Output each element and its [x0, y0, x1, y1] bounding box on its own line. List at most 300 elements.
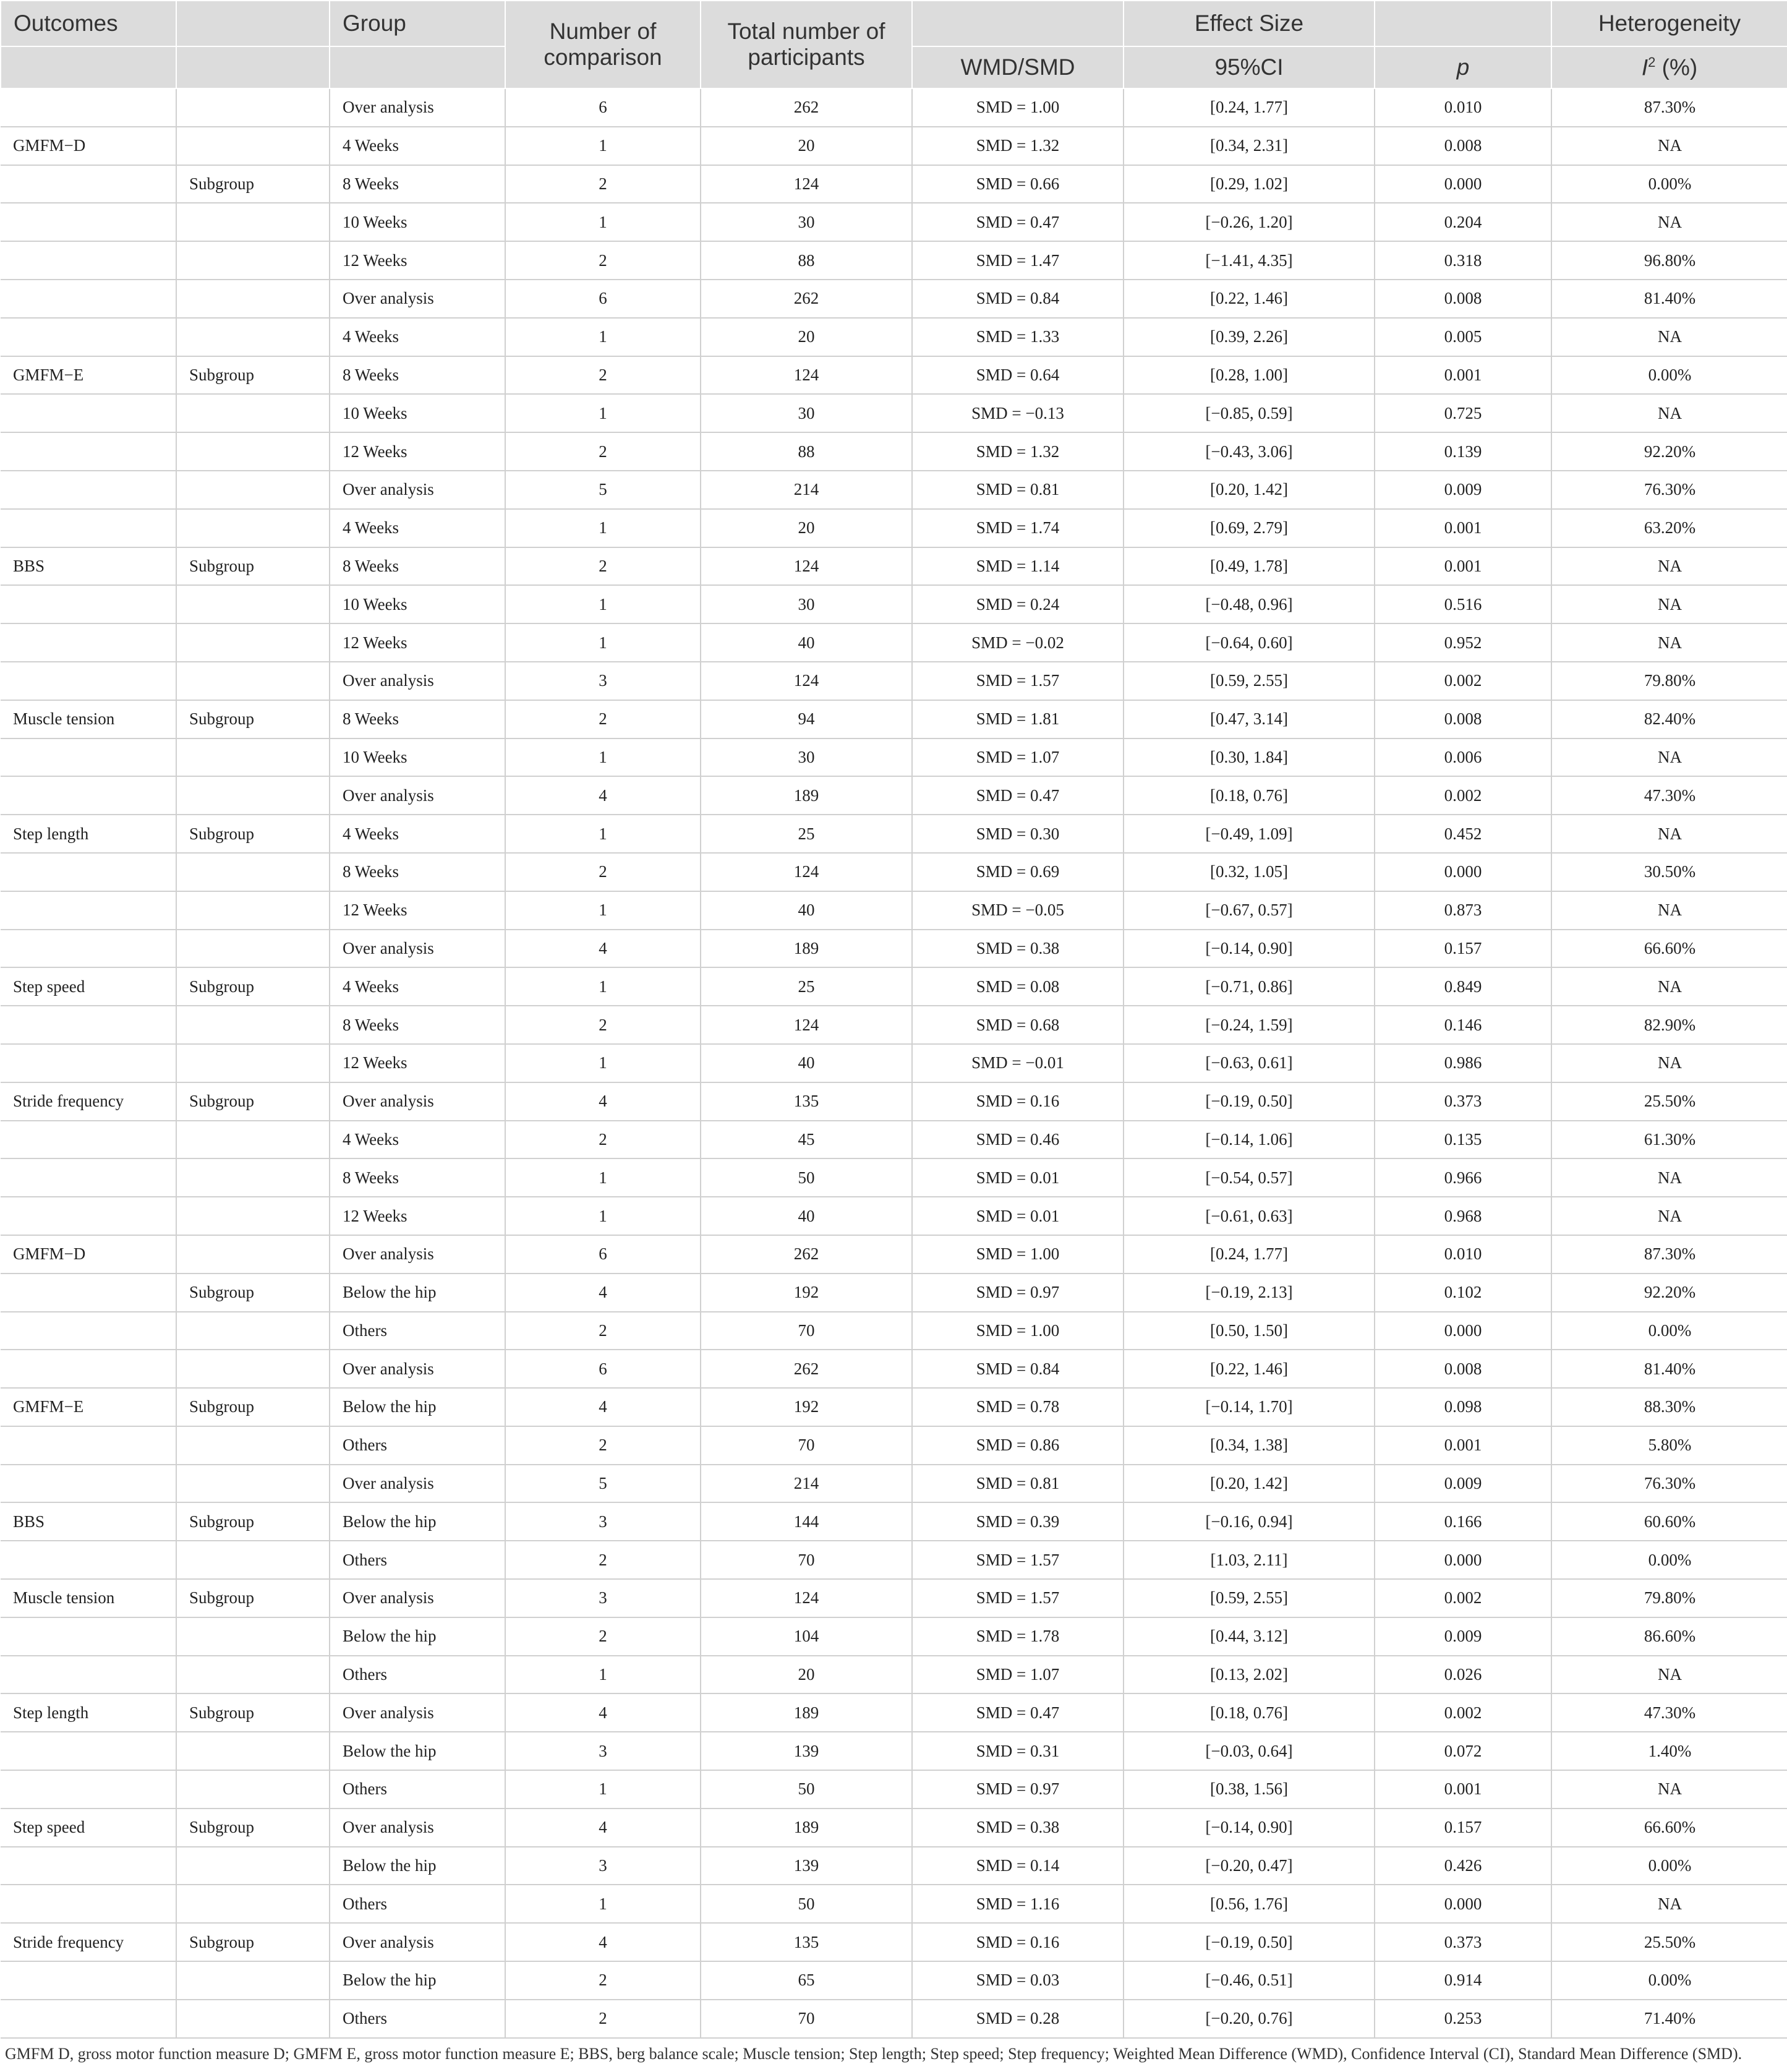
cell-effect: SMD = 0.24	[912, 585, 1124, 623]
cell-outcome	[1, 776, 176, 815]
cell-subgroup: Subgroup	[176, 1502, 330, 1541]
cell-subgroup	[176, 930, 330, 968]
cell-i2: 0.00%	[1551, 356, 1787, 395]
cell-i2: 63.20%	[1551, 509, 1787, 547]
header-number-of-comparison: Number of comparison	[505, 1, 701, 88]
cell-p-value: 0.000	[1375, 853, 1551, 891]
cell-subgroup	[176, 1770, 330, 1809]
cell-subgroup: Subgroup	[176, 356, 330, 395]
cell-ci: [0.59, 2.55]	[1124, 1579, 1375, 1617]
cell-i2: NA	[1551, 1044, 1787, 1082]
cell-p-value: 0.000	[1375, 1885, 1551, 1923]
cell-outcome: Stride frequency	[1, 1923, 176, 1961]
cell-i2: NA	[1551, 127, 1787, 165]
table-row	[1, 88, 1787, 127]
cell-subgroup: Subgroup	[176, 1579, 330, 1617]
header-heterogeneity: Heterogeneity	[1551, 1, 1787, 46]
cell-effect: SMD = 1.00	[912, 1235, 1124, 1274]
cell-i2: NA	[1551, 623, 1787, 662]
cell-subgroup	[176, 432, 330, 471]
cell-outcome	[1, 623, 176, 662]
cell-effect: SMD = 0.01	[912, 1197, 1124, 1235]
table-row	[1, 1465, 1787, 1503]
cell-comparisons: 4	[505, 776, 701, 815]
cell-comparisons: 2	[505, 1617, 701, 1656]
cell-outcome: GMFM−D	[1, 127, 176, 165]
table-row	[1, 738, 1787, 777]
cell-comparisons: 2	[505, 547, 701, 586]
cell-effect: SMD = 1.32	[912, 127, 1124, 165]
cell-comparisons: 1	[505, 1044, 701, 1082]
cell-group: Others	[330, 1426, 505, 1465]
cell-ci: [−0.14, 0.90]	[1124, 1809, 1375, 1847]
cell-p-value: 0.010	[1375, 1235, 1551, 1274]
cell-outcome	[1, 1770, 176, 1809]
cell-participants: 40	[701, 1044, 912, 1082]
table-row	[1, 1617, 1787, 1656]
cell-subgroup	[176, 1235, 330, 1274]
cell-effect: SMD = −0.01	[912, 1044, 1124, 1082]
cell-outcome	[1, 1656, 176, 1694]
cell-effect: SMD = 0.16	[912, 1082, 1124, 1121]
cell-i2: 71.40%	[1551, 2000, 1787, 2038]
cell-subgroup	[176, 2000, 330, 2038]
cell-outcome	[1, 203, 176, 241]
cell-subgroup	[176, 394, 330, 432]
cell-group: 12 Weeks	[330, 1044, 505, 1082]
cell-subgroup	[176, 1847, 330, 1885]
cell-outcome	[1, 1121, 176, 1159]
table-footnote: GMFM D, gross motor function measure D; GMFM E, gross motor function measure E; BBS, berg balance scale; Muscle tension; Step length; Step speed; Step frequency; Weighted Mean Difference (WMD), Confidence Interval (CI), Standard Mean Difference (SMD).	[5, 2044, 1742, 2063]
cell-group: Over analysis	[330, 1579, 505, 1617]
cell-subgroup	[176, 509, 330, 547]
cell-ci: [0.34, 1.38]	[1124, 1426, 1375, 1465]
cell-outcome	[1, 662, 176, 700]
cell-ci: [0.34, 2.31]	[1124, 127, 1375, 165]
cell-outcome	[1, 1044, 176, 1082]
cell-participants: 104	[701, 1617, 912, 1656]
cell-outcome	[1, 394, 176, 432]
cell-effect: SMD = 0.31	[912, 1732, 1124, 1770]
cell-group: 8 Weeks	[330, 356, 505, 395]
cell-i2: 1.40%	[1551, 1732, 1787, 1770]
cell-i2: 47.30%	[1551, 776, 1787, 815]
cell-outcome	[1, 1847, 176, 1885]
cell-effect: SMD = 0.84	[912, 280, 1124, 318]
table-row	[1, 394, 1787, 432]
table-row	[1, 1006, 1787, 1044]
cell-p-value: 0.001	[1375, 509, 1551, 547]
cell-ci: [0.47, 3.14]	[1124, 700, 1375, 738]
cell-i2: 81.40%	[1551, 280, 1787, 318]
cell-participants: 139	[701, 1847, 912, 1885]
cell-outcome	[1, 1541, 176, 1579]
cell-ci: [0.18, 0.76]	[1124, 776, 1375, 815]
cell-comparisons: 4	[505, 1809, 701, 1847]
cell-p-value: 0.516	[1375, 585, 1551, 623]
cell-subgroup	[176, 891, 330, 930]
table-row	[1, 700, 1787, 738]
cell-ci: [−0.61, 0.63]	[1124, 1197, 1375, 1235]
cell-ci: [0.39, 2.26]	[1124, 318, 1375, 356]
cell-ci: [−0.16, 0.94]	[1124, 1502, 1375, 1541]
header-blank-1	[176, 1, 330, 46]
table-row	[1, 1923, 1787, 1961]
cell-comparisons: 1	[505, 815, 701, 853]
cell-group: Below the hip	[330, 1732, 505, 1770]
cell-outcome	[1, 509, 176, 547]
cell-comparisons: 2	[505, 432, 701, 471]
table-row	[1, 1235, 1787, 1274]
cell-participants: 124	[701, 1579, 912, 1617]
cell-subgroup	[176, 1617, 330, 1656]
cell-effect: SMD = 0.86	[912, 1426, 1124, 1465]
cell-ci: [−0.48, 0.96]	[1124, 585, 1375, 623]
cell-participants: 50	[701, 1885, 912, 1923]
cell-effect: SMD = 1.32	[912, 432, 1124, 471]
cell-participants: 124	[701, 662, 912, 700]
cell-i2: 87.30%	[1551, 88, 1787, 127]
cell-i2: NA	[1551, 1197, 1787, 1235]
cell-group: 12 Weeks	[330, 1197, 505, 1235]
cell-i2: NA	[1551, 967, 1787, 1006]
cell-comparisons: 1	[505, 623, 701, 662]
cell-effect: SMD = 0.84	[912, 1350, 1124, 1388]
cell-group: Over analysis	[330, 930, 505, 968]
table-row	[1, 1121, 1787, 1159]
cell-group: Over analysis	[330, 1809, 505, 1847]
table-body	[1, 88, 1787, 2038]
cell-subgroup	[176, 585, 330, 623]
table-header	[1, 1, 1787, 88]
cell-participants: 124	[701, 547, 912, 586]
cell-subgroup: Subgroup	[176, 1082, 330, 1121]
table-row	[1, 1847, 1787, 1885]
header-group: Group	[330, 1, 505, 46]
cell-i2: 76.30%	[1551, 1465, 1787, 1503]
cell-comparisons: 1	[505, 1197, 701, 1235]
cell-subgroup: Subgroup	[176, 815, 330, 853]
cell-group: 8 Weeks	[330, 700, 505, 738]
cell-comparisons: 4	[505, 1388, 701, 1426]
cell-ci: [−0.67, 0.57]	[1124, 891, 1375, 930]
cell-subgroup	[176, 1312, 330, 1350]
cell-comparisons: 1	[505, 394, 701, 432]
cell-ci: [0.69, 2.79]	[1124, 509, 1375, 547]
cell-comparisons: 2	[505, 700, 701, 738]
cell-subgroup: Subgroup	[176, 1274, 330, 1312]
cell-p-value: 0.952	[1375, 623, 1551, 662]
cell-group: 12 Weeks	[330, 432, 505, 471]
cell-outcome	[1, 88, 176, 127]
table-row	[1, 471, 1787, 509]
cell-subgroup	[176, 471, 330, 509]
cell-p-value: 0.966	[1375, 1158, 1551, 1197]
cell-group: Below the hip	[330, 1961, 505, 2000]
table-row	[1, 1312, 1787, 1350]
cell-effect: SMD = −0.05	[912, 891, 1124, 930]
cell-outcome	[1, 1350, 176, 1388]
cell-ci: [0.56, 1.76]	[1124, 1885, 1375, 1923]
cell-group: Below the hip	[330, 1617, 505, 1656]
cell-effect: SMD = 0.47	[912, 776, 1124, 815]
cell-i2: 76.30%	[1551, 471, 1787, 509]
table-row	[1, 1961, 1787, 2000]
cell-ci: [0.30, 1.84]	[1124, 738, 1375, 777]
cell-subgroup	[176, 1656, 330, 1694]
cell-effect: SMD = 1.57	[912, 1579, 1124, 1617]
cell-outcome	[1, 1158, 176, 1197]
cell-outcome	[1, 891, 176, 930]
cell-p-value: 0.146	[1375, 1006, 1551, 1044]
cell-effect: SMD = 1.81	[912, 700, 1124, 738]
cell-effect: SMD = 0.78	[912, 1388, 1124, 1426]
cell-outcome	[1, 165, 176, 203]
cell-ci: [0.38, 1.56]	[1124, 1770, 1375, 1809]
cell-group: Others	[330, 2000, 505, 2038]
cell-outcome	[1, 853, 176, 891]
cell-outcome	[1, 2000, 176, 2038]
cell-participants: 144	[701, 1502, 912, 1541]
cell-ci: [−0.71, 0.86]	[1124, 967, 1375, 1006]
cell-i2: NA	[1551, 891, 1787, 930]
cell-effect: SMD = 0.46	[912, 1121, 1124, 1159]
cell-p-value: 0.002	[1375, 662, 1551, 700]
cell-participants: 262	[701, 280, 912, 318]
cell-group: Below the hip	[330, 1502, 505, 1541]
cell-group: 12 Weeks	[330, 623, 505, 662]
cell-outcome: Muscle tension	[1, 1579, 176, 1617]
cell-ci: [0.22, 1.46]	[1124, 280, 1375, 318]
cell-p-value: 0.005	[1375, 318, 1551, 356]
cell-subgroup	[176, 1044, 330, 1082]
header-outcomes: Outcomes	[1, 1, 176, 46]
table-row	[1, 930, 1787, 968]
cell-outcome	[1, 432, 176, 471]
cell-p-value: 0.135	[1375, 1121, 1551, 1159]
cell-outcome	[1, 280, 176, 318]
cell-effect: SMD = 0.01	[912, 1158, 1124, 1197]
header-i2-letter: I	[1641, 54, 1648, 80]
cell-participants: 135	[701, 1923, 912, 1961]
cell-p-value: 0.001	[1375, 1770, 1551, 1809]
table-row	[1, 1158, 1787, 1197]
cell-participants: 124	[701, 853, 912, 891]
cell-subgroup	[176, 853, 330, 891]
cell-participants: 30	[701, 585, 912, 623]
table-row	[1, 509, 1787, 547]
cell-effect: SMD = 0.47	[912, 1693, 1124, 1732]
cell-subgroup	[176, 1121, 330, 1159]
cell-p-value: 0.914	[1375, 1961, 1551, 2000]
cell-ci: [−0.46, 0.51]	[1124, 1961, 1375, 2000]
cell-i2: NA	[1551, 738, 1787, 777]
table-row	[1, 356, 1787, 395]
cell-comparisons: 2	[505, 241, 701, 280]
cell-effect: SMD = 0.38	[912, 1809, 1124, 1847]
cell-subgroup: Subgroup	[176, 1809, 330, 1847]
cell-subgroup	[176, 241, 330, 280]
table-row	[1, 241, 1787, 280]
cell-p-value: 0.373	[1375, 1082, 1551, 1121]
cell-i2: 0.00%	[1551, 165, 1787, 203]
cell-i2: 5.80%	[1551, 1426, 1787, 1465]
cell-participants: 70	[701, 1541, 912, 1579]
cell-group: 4 Weeks	[330, 1121, 505, 1159]
cell-i2: 0.00%	[1551, 1312, 1787, 1350]
cell-effect: SMD = 1.47	[912, 241, 1124, 280]
cell-group: Over analysis	[330, 88, 505, 127]
header-sub-blank-3	[330, 46, 505, 88]
cell-effect: SMD = 0.08	[912, 967, 1124, 1006]
cell-ci: [−1.41, 4.35]	[1124, 241, 1375, 280]
cell-outcome	[1, 930, 176, 968]
cell-comparisons: 4	[505, 1923, 701, 1961]
cell-comparisons: 1	[505, 1885, 701, 1923]
header-effect-size: Effect Size	[1124, 1, 1375, 46]
cell-i2: 92.20%	[1551, 432, 1787, 471]
cell-subgroup	[176, 1197, 330, 1235]
cell-p-value: 0.008	[1375, 280, 1551, 318]
table-row	[1, 1388, 1787, 1426]
cell-comparisons: 1	[505, 127, 701, 165]
cell-participants: 70	[701, 2000, 912, 2038]
header-sub-blank-2	[176, 46, 330, 88]
cell-comparisons: 1	[505, 1656, 701, 1694]
cell-effect: SMD = −0.13	[912, 394, 1124, 432]
cell-i2: NA	[1551, 547, 1787, 586]
cell-subgroup	[176, 1465, 330, 1503]
cell-p-value: 0.001	[1375, 547, 1551, 586]
cell-p-value: 0.009	[1375, 1465, 1551, 1503]
cell-effect: SMD = 0.03	[912, 1961, 1124, 2000]
cell-participants: 124	[701, 165, 912, 203]
cell-subgroup: Subgroup	[176, 1923, 330, 1961]
cell-group: 10 Weeks	[330, 394, 505, 432]
cell-participants: 124	[701, 356, 912, 395]
cell-outcome: GMFM−D	[1, 1235, 176, 1274]
cell-ci: [0.24, 1.77]	[1124, 1235, 1375, 1274]
cell-participants: 20	[701, 318, 912, 356]
cell-group: Others	[330, 1656, 505, 1694]
table-row	[1, 547, 1787, 586]
cell-i2: 30.50%	[1551, 853, 1787, 891]
table-row	[1, 1656, 1787, 1694]
cell-group: Over analysis	[330, 471, 505, 509]
table-row	[1, 815, 1787, 853]
cell-p-value: 0.008	[1375, 700, 1551, 738]
cell-i2: 82.40%	[1551, 700, 1787, 738]
cell-p-value: 0.968	[1375, 1197, 1551, 1235]
cell-subgroup: Subgroup	[176, 547, 330, 586]
cell-i2: NA	[1551, 1656, 1787, 1694]
table-row	[1, 1502, 1787, 1541]
cell-effect: SMD = 1.07	[912, 738, 1124, 777]
cell-participants: 262	[701, 1350, 912, 1388]
cell-group: Below the hip	[330, 1847, 505, 1885]
cell-p-value: 0.204	[1375, 203, 1551, 241]
cell-outcome	[1, 585, 176, 623]
cell-comparisons: 1	[505, 203, 701, 241]
cell-p-value: 0.072	[1375, 1732, 1551, 1770]
cell-effect: SMD = 0.39	[912, 1502, 1124, 1541]
cell-comparisons: 3	[505, 1502, 701, 1541]
cell-p-value: 0.001	[1375, 1426, 1551, 1465]
cell-i2: 60.60%	[1551, 1502, 1787, 1541]
cell-group: 4 Weeks	[330, 509, 505, 547]
cell-group: Over analysis	[330, 1693, 505, 1732]
cell-p-value: 0.426	[1375, 1847, 1551, 1885]
cell-outcome	[1, 1312, 176, 1350]
cell-comparisons: 4	[505, 1274, 701, 1312]
cell-ci: [−0.49, 1.09]	[1124, 815, 1375, 853]
cell-i2: NA	[1551, 318, 1787, 356]
cell-participants: 124	[701, 1006, 912, 1044]
cell-p-value: 0.452	[1375, 815, 1551, 853]
cell-participants: 262	[701, 88, 912, 127]
cell-effect: SMD = 0.47	[912, 203, 1124, 241]
cell-p-value: 0.157	[1375, 1809, 1551, 1847]
header-95ci: 95%CI	[1124, 46, 1375, 88]
cell-subgroup	[176, 88, 330, 127]
cell-ci: [0.20, 1.42]	[1124, 1465, 1375, 1503]
cell-subgroup	[176, 1541, 330, 1579]
cell-comparisons: 4	[505, 1693, 701, 1732]
cell-participants: 25	[701, 815, 912, 853]
cell-outcome: GMFM−E	[1, 356, 176, 395]
cell-comparisons: 5	[505, 1465, 701, 1503]
cell-ci: [−0.43, 3.06]	[1124, 432, 1375, 471]
cell-participants: 94	[701, 700, 912, 738]
cell-subgroup	[176, 738, 330, 777]
cell-subgroup: Subgroup	[176, 700, 330, 738]
table-row	[1, 318, 1787, 356]
cell-participants: 30	[701, 394, 912, 432]
cell-group: Others	[330, 1885, 505, 1923]
cell-i2: NA	[1551, 203, 1787, 241]
cell-subgroup	[176, 1961, 330, 2000]
table-row	[1, 776, 1787, 815]
cell-comparisons: 6	[505, 280, 701, 318]
cell-p-value: 0.157	[1375, 930, 1551, 968]
cell-effect: SMD = 0.81	[912, 1465, 1124, 1503]
cell-outcome: Step length	[1, 1693, 176, 1732]
cell-i2: 0.00%	[1551, 1961, 1787, 2000]
cell-comparisons: 2	[505, 1541, 701, 1579]
cell-p-value: 0.006	[1375, 738, 1551, 777]
cell-subgroup: Subgroup	[176, 1388, 330, 1426]
cell-i2: 66.60%	[1551, 1809, 1787, 1847]
table-row	[1, 1885, 1787, 1923]
cell-subgroup: Subgroup	[176, 967, 330, 1006]
cell-participants: 214	[701, 1465, 912, 1503]
cell-group: Others	[330, 1312, 505, 1350]
cell-p-value: 0.725	[1375, 394, 1551, 432]
cell-outcome: Step speed	[1, 967, 176, 1006]
cell-group: Over analysis	[330, 1235, 505, 1274]
cell-participants: 88	[701, 241, 912, 280]
header-blank-2	[912, 1, 1124, 46]
header-i2-unit: (%)	[1655, 54, 1698, 80]
cell-outcome: BBS	[1, 1502, 176, 1541]
table-row	[1, 1082, 1787, 1121]
cell-p-value: 0.008	[1375, 127, 1551, 165]
cell-subgroup	[176, 318, 330, 356]
cell-subgroup: Subgroup	[176, 165, 330, 203]
header-blank-3	[1375, 1, 1551, 46]
cell-participants: 192	[701, 1388, 912, 1426]
cell-group: Over analysis	[330, 1350, 505, 1388]
